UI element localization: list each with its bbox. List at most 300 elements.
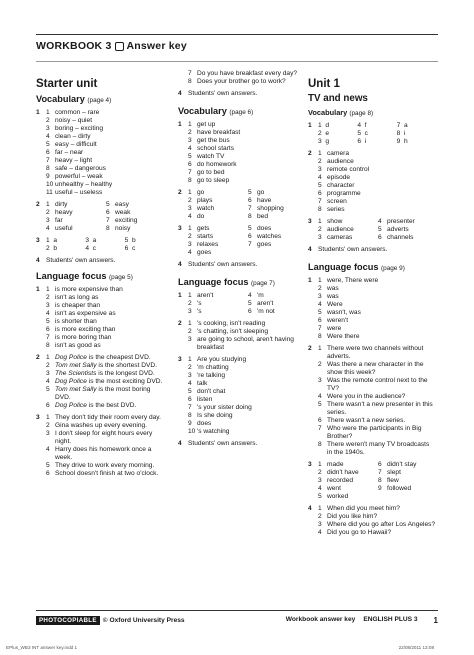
item-text: watch TV <box>197 153 225 160</box>
item-text: Do you have breakfast every day? <box>197 70 298 77</box>
answer-item <box>46 141 164 149</box>
item-text: They don't tidy their room every day. <box>55 414 161 421</box>
answer-item <box>248 205 306 213</box>
item-number: 7 <box>188 70 192 77</box>
item-number: 1 <box>188 292 192 299</box>
item-text: go <box>257 189 265 196</box>
item-number: 5 <box>248 300 252 307</box>
item-text <box>55 378 164 386</box>
item-text: go to sleep <box>197 177 230 184</box>
answer-grid <box>188 225 306 257</box>
item-number: 1 <box>46 354 50 361</box>
answer-item <box>46 354 164 362</box>
item-number: 4 <box>46 133 50 140</box>
item-title: Dog Police <box>55 402 87 409</box>
item-text: dirty <box>55 201 68 208</box>
answer-list <box>318 505 436 537</box>
item-number: 1 <box>188 121 192 128</box>
answer-item <box>46 157 164 165</box>
answer-item <box>188 364 306 372</box>
item-text: go <box>197 189 205 196</box>
answer-cell: 2 e <box>318 130 329 137</box>
answer-item <box>46 362 164 370</box>
answer-item <box>248 292 306 300</box>
answer-item <box>318 234 376 242</box>
footer-rule <box>36 610 438 611</box>
answer-item <box>188 328 306 336</box>
item-text: programme <box>327 190 361 197</box>
item-text <box>55 354 164 362</box>
exercise-number: 4 <box>178 440 182 447</box>
exercise-block <box>178 121 306 185</box>
answer-item <box>318 345 436 361</box>
item-text: remote control <box>327 166 370 173</box>
exercise-number: 2 <box>308 150 312 157</box>
answer-item <box>318 361 436 377</box>
section-page: (page 6) <box>229 109 254 116</box>
exercise-number: 1 <box>36 109 40 116</box>
item-number: 5 <box>318 182 322 189</box>
item-number: 3 <box>318 377 322 384</box>
exercise-number: 2 <box>308 345 312 352</box>
answer-item <box>46 342 164 350</box>
answer-item <box>318 218 376 226</box>
answer-item <box>188 308 246 316</box>
item-text: Gina washes up every evening. <box>55 422 148 429</box>
item-text: are going to school, aren't having breakfast <box>197 336 294 351</box>
item-number: 6 <box>46 326 50 333</box>
item-number: 4 <box>188 145 192 152</box>
answer-item <box>318 333 436 341</box>
header-rule <box>36 34 438 35</box>
answer-row <box>318 122 436 130</box>
item-number: 8 <box>46 342 50 349</box>
item-number: 3 <box>46 370 50 377</box>
answer-item <box>46 173 164 181</box>
answer-item <box>248 213 306 221</box>
item-text: exciting <box>115 217 138 224</box>
item-number: 6 <box>378 234 382 241</box>
answer-item <box>378 477 436 485</box>
exercise-number: 3 <box>308 218 312 225</box>
answer-cell: 3 a <box>85 237 97 244</box>
answer-item <box>318 417 436 425</box>
item-number: 6 <box>188 396 192 403</box>
answer-item <box>378 234 436 242</box>
answer-list-left <box>188 292 246 316</box>
answer-grid <box>318 218 436 242</box>
item-text: weak <box>115 209 131 216</box>
answer-item <box>318 309 436 317</box>
item-rest: is the most exciting DVD. <box>86 378 163 385</box>
item-text: is more boring than <box>55 334 112 341</box>
item-number: 10 <box>46 181 54 188</box>
item-number: 4 <box>46 310 50 317</box>
answer-list-right <box>106 201 164 233</box>
answer-item <box>318 174 436 182</box>
answer-item <box>318 529 436 537</box>
answer-item <box>188 388 306 396</box>
answer-grid <box>318 122 436 146</box>
item-text: Where did you go after Los Angeles? <box>327 521 436 528</box>
answer-item <box>188 241 246 249</box>
item-number: 4 <box>46 225 50 232</box>
answer-list <box>318 150 436 214</box>
section-title: Vocabulary <box>178 106 227 116</box>
answer-item <box>46 286 164 294</box>
answer-item <box>318 393 436 401</box>
item-number: 1 <box>318 505 322 512</box>
item-text: easy – difficult <box>55 141 97 148</box>
item-number: 6 <box>248 308 252 315</box>
workbook-title: WORKBOOK 3 <box>36 40 112 52</box>
answer-item <box>188 197 246 205</box>
item-number: 4 <box>46 378 50 385</box>
answer-item <box>46 217 104 225</box>
footer-right <box>286 616 438 625</box>
item-text: series <box>327 206 345 213</box>
item-number: 6 <box>318 190 322 197</box>
answer-item <box>378 218 436 226</box>
item-text: plays <box>197 197 213 204</box>
answer-cell: 6 c <box>124 245 136 252</box>
item-text: useful – useless <box>55 189 103 196</box>
item-text: 'm not <box>257 308 275 315</box>
item-text: Was the remote control next to the TV? <box>327 377 428 392</box>
item-title: Dog Police <box>55 354 87 361</box>
answer-item <box>318 206 436 214</box>
item-number: 5 <box>318 401 322 408</box>
item-number: 4 <box>188 380 192 387</box>
item-text: isn't as expensive as <box>55 310 116 317</box>
item-number: 3 <box>318 166 322 173</box>
answer-cell: 8 i <box>396 130 406 137</box>
answer-cell: 1 a <box>46 237 57 244</box>
item-text: slept <box>387 469 401 476</box>
answer-list <box>188 70 306 86</box>
item-text: watch <box>197 205 215 212</box>
item-text: relaxes <box>197 241 219 248</box>
item-number: 4 <box>318 174 322 181</box>
item-text: listen <box>197 396 213 403</box>
exercise-block <box>178 292 306 316</box>
item-rest: is the longest DVD. <box>96 370 155 377</box>
item-text: went <box>327 485 341 492</box>
item-number: 3 <box>318 234 322 241</box>
item-text: clean – dirty <box>55 133 91 140</box>
exercise-block <box>36 286 164 350</box>
item-number: 8 <box>46 165 50 172</box>
item-number: 4 <box>318 485 322 492</box>
item-text: 's <box>197 308 202 315</box>
answer-list-left <box>188 225 246 257</box>
answer-item <box>188 356 306 364</box>
item-number: 2 <box>318 361 322 368</box>
item-number: 6 <box>318 417 322 424</box>
item-number: 4 <box>318 393 322 400</box>
item-text: is shorter than <box>55 318 97 325</box>
answer-row <box>318 130 436 138</box>
item-number: 6 <box>318 317 322 324</box>
answer-item <box>106 201 164 209</box>
item-text: don't chat <box>197 388 226 395</box>
item-number: 7 <box>46 157 50 164</box>
answer-item <box>318 513 436 521</box>
item-number: 2 <box>188 129 192 136</box>
item-number: 2 <box>318 513 322 520</box>
item-text: noisy – quiet <box>55 117 93 124</box>
exercise-number: 1 <box>178 121 182 128</box>
item-number: 9 <box>378 485 382 492</box>
item-number: 5 <box>46 141 50 148</box>
answer-item <box>188 420 306 428</box>
item-text: cameras <box>327 234 353 241</box>
answer-item <box>188 145 306 153</box>
item-number: 8 <box>188 412 192 419</box>
item-number: 5 <box>106 201 110 208</box>
item-number: 1 <box>188 225 192 232</box>
item-text: heavy – light <box>55 157 93 164</box>
item-number: 5 <box>248 189 252 196</box>
answer-item <box>248 241 306 249</box>
item-number: 5 <box>318 493 322 500</box>
item-text <box>55 362 164 370</box>
answer-item <box>318 325 436 333</box>
item-text <box>55 402 164 410</box>
exercise-block <box>308 345 436 457</box>
answer-item <box>46 165 164 173</box>
section-heading <box>308 108 436 119</box>
answer-item <box>46 414 164 422</box>
answer-row <box>318 138 436 146</box>
item-number: 1 <box>318 218 322 225</box>
item-number: 7 <box>106 217 110 224</box>
exercise-number: 2 <box>36 201 40 208</box>
section-heading <box>36 271 164 283</box>
item-text: There wasn't a new series. <box>327 417 406 424</box>
item-text: unhealthy – healthy <box>55 181 113 188</box>
item-number: 7 <box>318 425 322 432</box>
answer-item <box>46 310 164 318</box>
answer-item <box>188 70 306 78</box>
item-text: recorded <box>327 477 354 484</box>
answer-item <box>46 370 164 378</box>
item-rest: is the best DVD. <box>86 402 137 409</box>
answer-grid <box>46 201 164 233</box>
exercise-block <box>36 414 164 478</box>
answer-item <box>106 209 164 217</box>
item-number: 1 <box>188 356 192 363</box>
item-number: 6 <box>378 461 382 468</box>
item-text: have breakfast <box>197 129 241 136</box>
answer-item <box>318 277 436 285</box>
item-number: 5 <box>46 462 50 469</box>
item-text: isn't as good as <box>55 342 101 349</box>
item-number: 1 <box>318 461 322 468</box>
answer-key-title: Answer key <box>126 40 187 52</box>
item-number: 4 <box>318 529 322 536</box>
answer-item <box>188 412 306 420</box>
item-text: followed <box>387 485 412 492</box>
exercise-number: 4 <box>178 261 182 268</box>
answer-item <box>318 166 436 174</box>
answer-item <box>318 469 376 477</box>
exercise-block <box>178 70 306 86</box>
item-number: 2 <box>188 233 192 240</box>
item-text: safe – dangerous <box>55 165 106 172</box>
item-text <box>55 370 164 378</box>
answer-cell: 4 c <box>85 245 96 252</box>
section-heading <box>178 106 306 118</box>
answer-item <box>318 425 436 441</box>
answer-item <box>248 233 306 241</box>
item-title: The Scientists <box>55 370 97 377</box>
answer-item <box>46 422 164 430</box>
answer-list <box>188 121 306 185</box>
item-text: Did you like him? <box>327 513 378 520</box>
item-text: There weren't many TV broadcasts in the 1940s. <box>327 441 430 456</box>
answer-list-left <box>188 189 246 221</box>
item-text: get the bus <box>197 137 230 144</box>
answer-cell: 2 b <box>46 245 57 252</box>
exercise-number: 2 <box>178 189 182 196</box>
item-text: 's your sister doing <box>197 404 252 411</box>
item-number: 3 <box>188 205 192 212</box>
item-number: 2 <box>46 362 50 369</box>
answer-text: Students' own answers. <box>188 90 258 97</box>
exercise-block <box>308 122 436 146</box>
answer-item <box>188 320 306 328</box>
item-number: 6 <box>248 233 252 240</box>
answer-item <box>188 233 246 241</box>
item-text: were <box>327 325 342 332</box>
section-title: Language focus <box>308 262 379 272</box>
item-number: 3 <box>188 241 192 248</box>
item-text: noisy <box>115 225 131 232</box>
item-text: 's <box>197 300 202 307</box>
answer-item <box>188 121 306 129</box>
answer-list <box>46 109 164 197</box>
answer-item <box>46 334 164 342</box>
item-text: go to bed <box>197 169 225 176</box>
answer-item <box>318 301 436 309</box>
answer-item <box>46 446 164 462</box>
item-number: 2 <box>188 364 192 371</box>
answer-item <box>378 461 436 469</box>
item-text: 'm <box>257 292 264 299</box>
item-text: 's chatting, isn't sleeping <box>197 328 269 335</box>
answer-cell: 1 d <box>318 122 329 129</box>
item-text: talk <box>197 380 208 387</box>
item-title: Tom met Sally <box>55 386 97 393</box>
item-number: 3 <box>318 521 322 528</box>
item-number: 6 <box>188 161 192 168</box>
exercise-number: 3 <box>178 225 182 232</box>
item-number: 6 <box>248 197 252 204</box>
answer-list-right <box>248 225 306 257</box>
answer-item <box>188 189 246 197</box>
item-number: 3 <box>188 308 192 315</box>
item-number: 3 <box>46 125 50 132</box>
answer-item <box>248 197 306 205</box>
answer-item <box>46 378 164 386</box>
answer-item <box>188 129 306 137</box>
item-rest: is the cheapest DVD. <box>86 354 151 361</box>
answer-item <box>378 469 436 477</box>
item-text: audience <box>327 158 354 165</box>
answer-list <box>318 277 436 341</box>
item-text: watches <box>257 233 282 240</box>
exercise-number: 3 <box>36 414 40 421</box>
item-text: Harry does his homework once a week. <box>55 446 152 461</box>
item-number: 8 <box>318 441 322 448</box>
section-page: (page 9) <box>381 265 405 272</box>
header-bottom-rule <box>36 61 438 62</box>
answer-list <box>318 345 436 457</box>
answer-item <box>46 402 164 410</box>
exercise-block <box>178 261 306 269</box>
answer-item <box>318 477 376 485</box>
item-text: When did you meet him? <box>327 505 400 512</box>
answer-item <box>46 430 164 446</box>
item-text: I don't sleep for eight hours every night. <box>55 430 153 445</box>
answer-item <box>248 300 306 308</box>
item-number: 4 <box>378 218 382 225</box>
item-text: presenter <box>387 218 415 225</box>
exercise-block <box>36 237 164 253</box>
section-page: (page 8) <box>349 110 374 117</box>
item-title: Dog Police <box>55 378 87 385</box>
answer-item <box>318 505 436 513</box>
item-text: was <box>327 293 339 300</box>
answer-grid <box>318 461 436 501</box>
item-number: 1 <box>318 277 322 284</box>
answer-grid <box>188 292 306 316</box>
exercise-block <box>178 225 306 257</box>
answer-text: Students' own answers. <box>318 246 388 253</box>
unit-title: Unit 1 <box>308 78 340 90</box>
answer-item <box>318 150 436 158</box>
item-number: 4 <box>188 249 192 256</box>
answer-list <box>46 354 164 410</box>
answer-list <box>46 414 164 478</box>
exercise-number: 3 <box>308 461 312 468</box>
item-text: powerful – weak <box>55 173 103 180</box>
item-text: shopping <box>257 205 284 212</box>
answer-row <box>46 245 164 253</box>
item-text: character <box>327 182 355 189</box>
item-number: 7 <box>318 325 322 332</box>
answer-item <box>46 201 104 209</box>
answer-cell: 4 f <box>357 122 367 129</box>
answer-item <box>188 153 306 161</box>
item-number: 2 <box>46 117 50 124</box>
exercise-block <box>36 354 164 410</box>
answer-cell: 7 a <box>396 122 408 129</box>
photocopiable-badge: PHOTOCOPIABLE <box>36 616 100 625</box>
item-number: 5 <box>318 309 322 316</box>
column-starter-unit <box>36 70 164 482</box>
item-text: do homework <box>197 161 237 168</box>
answer-list <box>188 320 306 352</box>
answer-text: Students' own answers. <box>46 257 116 264</box>
answer-item <box>188 336 306 352</box>
item-number: 8 <box>188 177 192 184</box>
item-text: far – near <box>55 149 84 156</box>
section-page: (page 5) <box>109 274 133 281</box>
item-text: is more exciting than <box>55 326 116 333</box>
answer-item <box>188 161 306 169</box>
